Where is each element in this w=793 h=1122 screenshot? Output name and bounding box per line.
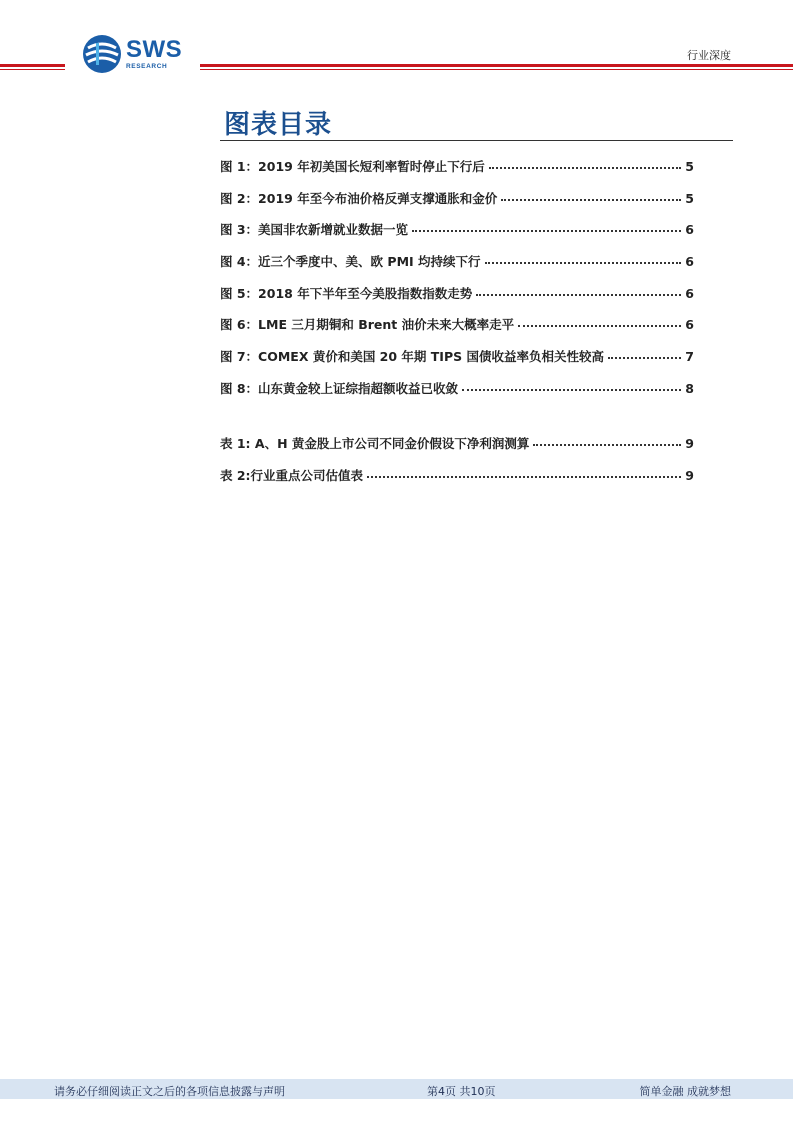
sws-globe-icon	[82, 34, 122, 74]
footer-disclaimer: 请务必仔细阅读正文之后的各项信息披露与声明	[54, 1085, 285, 1098]
toc-leader-dots	[367, 466, 681, 480]
toc-leader-dots	[412, 220, 681, 234]
toc-entry-figure-2[interactable]	[220, 189, 694, 205]
toc-entry-label: 图 8：山东黄金较上证综指超额收益已收敛	[220, 381, 459, 396]
toc-entry-label: 图 7：COMEX 黄价和美国 20 年期 TIPS 国债收益率负相关性较高	[220, 349, 604, 364]
toc-leader-dots	[476, 284, 681, 298]
toc-entry-page: 5	[685, 159, 694, 174]
toc-entry-page: 9	[685, 468, 694, 483]
toc-entry-label: 表 1: A、H 黄金股上市公司不同金价假设下净利润测算	[220, 436, 530, 451]
toc-entry-table-2[interactable]	[220, 466, 694, 482]
toc-leader-dots	[608, 347, 681, 361]
toc-entry-label: 图 2：2019 年至今布油价格反弹支撑通胀和金价	[220, 191, 498, 206]
toc-entry-label: 表 2:行业重点公司估值表	[220, 468, 364, 483]
toc-entry-figure-6[interactable]	[220, 315, 694, 331]
toc-entry-page: 8	[685, 381, 694, 396]
toc-entry-label: 图 5：2018 年下半年至今美股指数指数走势	[220, 286, 473, 301]
toc-entry-figure-1[interactable]	[220, 157, 694, 173]
toc-entry-label: 图 6：LME 三月期铜和 Brent 油价未来大概率走平	[220, 317, 515, 332]
report-category: 行业深度	[687, 49, 731, 62]
toc-entry-figure-8[interactable]	[220, 379, 694, 395]
toc-leader-dots	[518, 315, 681, 329]
toc-leader-dots	[489, 157, 682, 171]
toc-divider	[220, 140, 733, 141]
toc-leader-dots	[462, 379, 681, 393]
toc-entry-table-1[interactable]	[220, 434, 694, 450]
toc-entry-page: 6	[685, 222, 694, 237]
header-rule-thin	[200, 69, 793, 70]
toc-leader-dots	[533, 434, 681, 448]
toc-entry-label: 图 1：2019 年初美国长短利率暂时停止下行后	[220, 159, 485, 174]
toc-entry-page: 5	[685, 191, 694, 206]
toc-entry-figure-7[interactable]	[220, 347, 694, 363]
toc-entry-page: 9	[685, 436, 694, 451]
header-rule-thin	[0, 69, 65, 70]
toc-entry-label: 图 3：美国非农新增就业数据一览	[220, 222, 409, 237]
toc-entry-label: 图 4：近三个季度中、美、欧 PMI 均持续下行	[220, 254, 481, 269]
footer-slogan: 简单金融 成就梦想	[639, 1085, 731, 1098]
toc-entry-page: 6	[685, 317, 694, 332]
toc-entry-figure-5[interactable]	[220, 284, 694, 300]
footer-page-info: 第4页 共10页	[427, 1085, 496, 1098]
toc-title: 图表目录	[224, 110, 333, 140]
header-rule	[200, 64, 793, 67]
logo-subtitle: RESEARCH	[126, 62, 168, 70]
toc-entry-figure-3[interactable]	[220, 220, 694, 236]
toc-entry-page: 6	[685, 254, 694, 269]
sws-logo	[82, 34, 182, 74]
header-rule	[0, 64, 65, 67]
toc-entry-figure-4[interactable]	[220, 252, 694, 268]
toc-leader-dots	[501, 189, 681, 203]
logo-wordmark: SWS	[126, 35, 183, 63]
toc-leader-dots	[485, 252, 682, 266]
toc-entry-page: 6	[685, 286, 694, 301]
toc-entry-page: 7	[685, 349, 694, 364]
